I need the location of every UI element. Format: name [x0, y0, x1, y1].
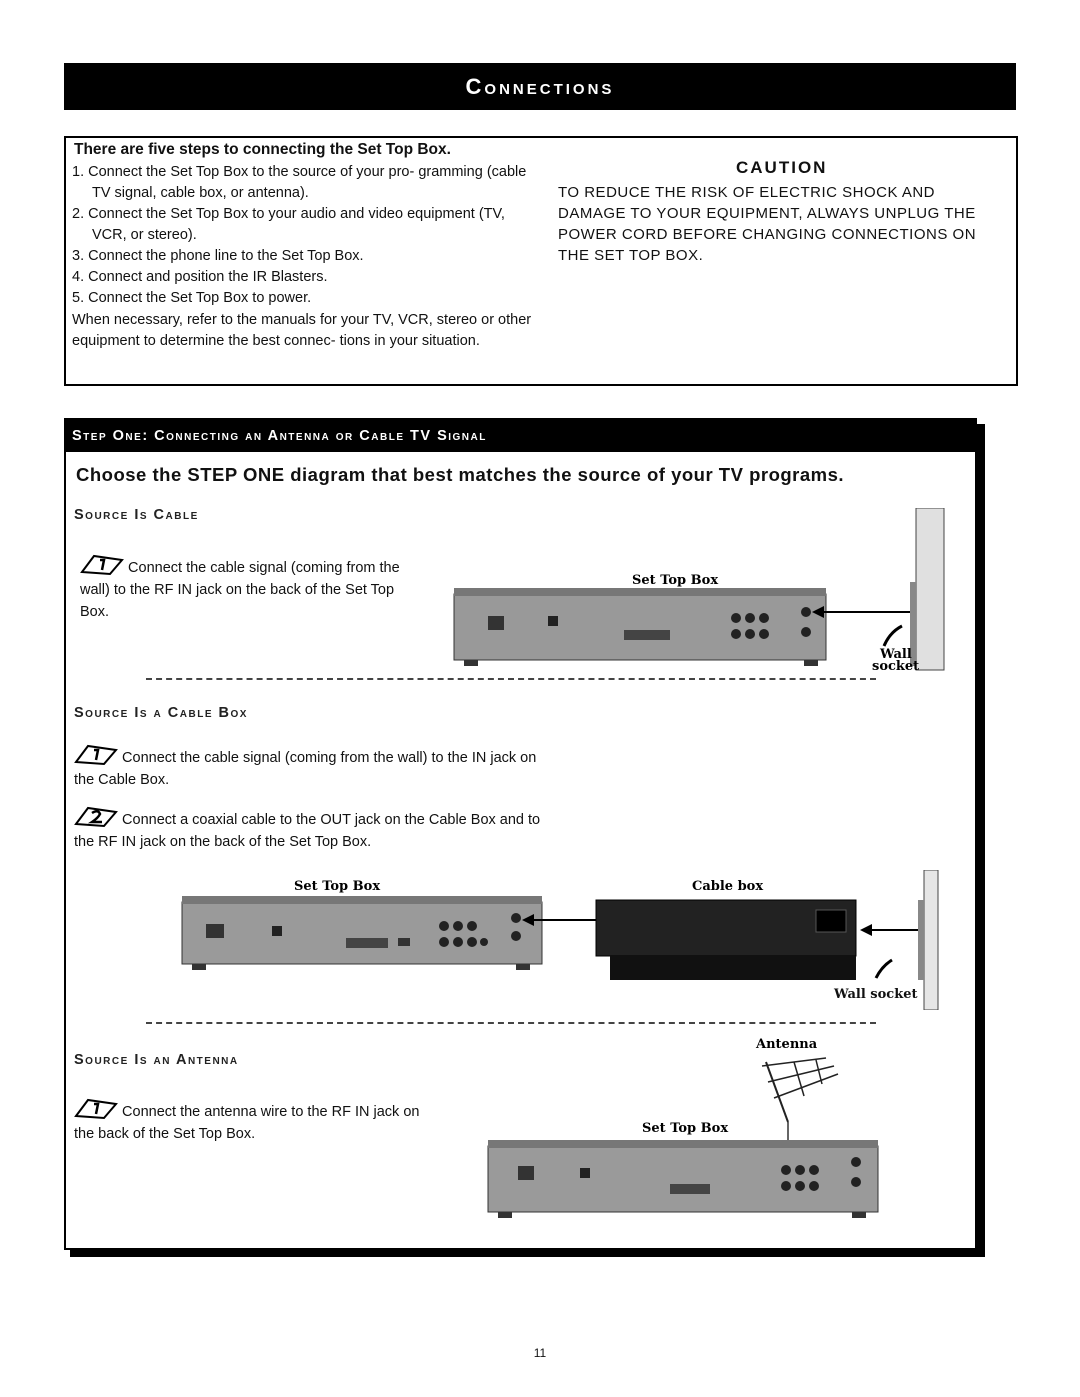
antenna-label: Antenna: [756, 1037, 818, 1052]
antenna-step-1: [74, 1096, 424, 1145]
step-one-bar: [66, 420, 975, 452]
page-title: Connections: [465, 73, 615, 99]
intro-heading: There are five steps to connecting the Set Top Box.: [74, 141, 451, 158]
wall-label: Wall: [880, 647, 912, 662]
steps-list: [72, 162, 532, 309]
cable-box-step-2: [74, 804, 554, 853]
stb-label: Set Top Box: [294, 879, 381, 894]
list-item: 5. Connect the Set Top Box to power.: [72, 290, 312, 306]
caution-text: TO REDUCE THE RISK OF ELECTRIC SHOCK AND DAMAGE TO YOUR EQUIPMENT, ALWAYS UNPLUG THE POWER CORD BEFORE CHANGING CONNECTIONS ON THE SET TOP BOX.: [558, 184, 977, 264]
list-item: 4. Connect and position the IR Blasters.: [72, 269, 328, 285]
antenna-diagram: [486, 1036, 896, 1226]
step-1-icon: [80, 552, 124, 576]
cable-step-1-text: Connect the cable signal (coming from the wall) to the RF IN jack on the back of the Set Top Box.: [80, 560, 400, 620]
step-1-icon: [74, 1096, 118, 1120]
cable-diagram: [436, 508, 956, 672]
step-one-frame: [64, 418, 977, 1250]
intro-box: [64, 136, 1018, 386]
list-item: 1. Connect the Set Top Box to the source of your pro- gramming (cable TV signal, cable box, or antenna).: [72, 164, 527, 201]
wall-socket-label: Wall socket: [834, 987, 918, 1002]
section-heading-cable: Source Is Cable: [74, 507, 199, 523]
cable-box-step-1-text: Connect the cable signal (coming from the wall) to the IN jack on the Cable Box.: [74, 750, 537, 788]
stb-label: Set Top Box: [642, 1121, 729, 1136]
divider: [146, 678, 876, 680]
step-one-title: Step One: Connecting an Antenna or Cable TV Signal: [72, 428, 487, 444]
step-1-icon: [74, 742, 118, 766]
section-heading-antenna: Source Is an Antenna: [74, 1052, 239, 1068]
socket-label: socket: [872, 659, 920, 672]
intro-note: When necessary, refer to the manuals for your TV, VCR, stereo or other equipment to determine the best connec- tions in your situation.: [72, 312, 532, 349]
stb-label: Set Top Box: [632, 573, 719, 588]
section-heading-cable-box: Source Is a Cable Box: [74, 705, 248, 721]
cable-box-step-2-text: Connect a coaxial cable to the OUT jack on the Cable Box and to the RF IN jack on the back of the Set Top Box.: [74, 812, 541, 850]
cable-step-1: [80, 552, 400, 623]
page-number: 11: [533, 1346, 547, 1360]
choose-instruction: Choose the STEP ONE diagram that best matches the source of your TV programs.: [76, 464, 845, 485]
list-item: 2. Connect the Set Top Box to your audio and video equipment (TV, VCR, or stereo).: [72, 206, 505, 243]
cable-box-step-1: [74, 742, 554, 791]
antenna-step-1-text: Connect the antenna wire to the RF IN jack on the back of the Set Top Box.: [74, 1104, 420, 1142]
step-2-icon: [74, 804, 118, 828]
cable-box-label: Cable box: [692, 879, 764, 894]
list-item: 3. Connect the phone line to the Set Top Box.: [72, 248, 364, 264]
divider: [146, 1022, 876, 1024]
page-title-bar: [64, 63, 1016, 110]
caution-title: CAUTION: [736, 158, 828, 177]
cable-box-diagram: [176, 870, 946, 1010]
